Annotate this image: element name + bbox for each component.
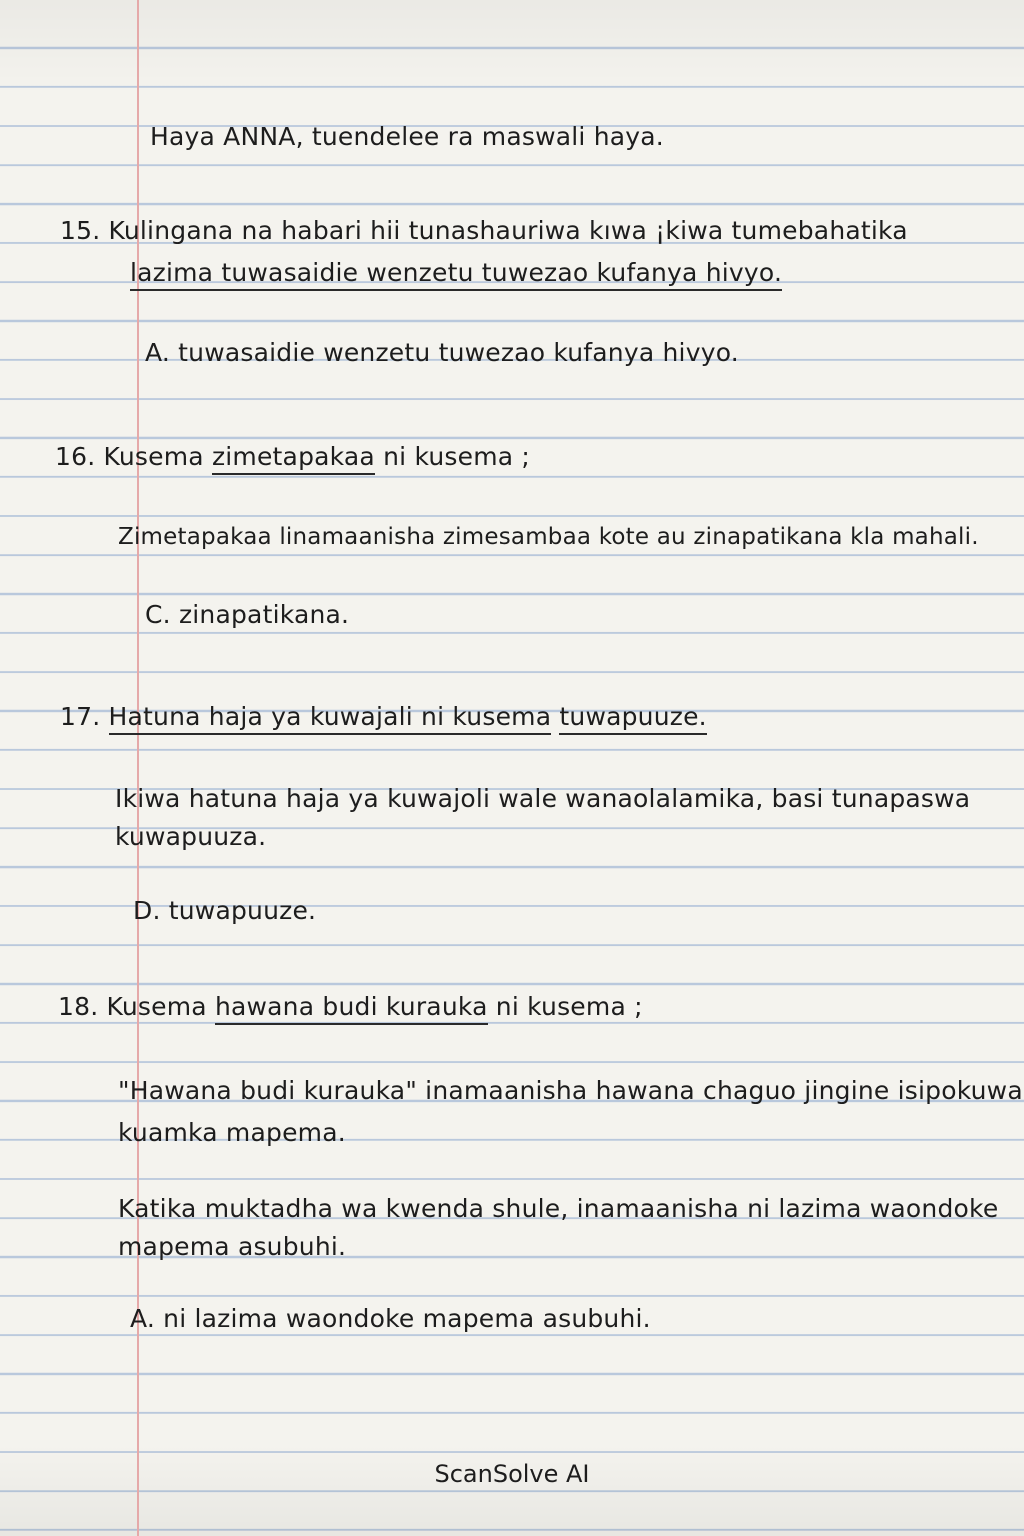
question-18-explanation2-line2: mapema asubuhi. [118,1232,347,1261]
question-16-explanation: Zimetapakaa linamaanisha zimesambaa kote au zinapatikana kla mahali. [118,524,979,550]
intro-text: Haya ANNA, tuendelee ra maswali haya. [150,122,664,151]
question-18-explanation1-line1: "Hawana budi kurauka" inamaanisha hawana chaguo jingine isipokuwa [118,1076,1023,1105]
underlined-phrase: lazima tuwasaidie wenzetu tuwezao kufanya hivyo. [130,258,782,291]
question-16-answer: C. zinapatikana. [145,600,350,629]
question-text: Kusema [106,992,207,1021]
question-16-prompt [55,442,530,472]
underlined-phrase: tuwapuuze. [559,702,706,735]
question-15-prompt [60,216,908,246]
question-number: 15. [60,216,101,245]
question-17-explanation-line1: Ikiwa hatuna haja ya kuwajoli wale wanaolalamika, basi tunapaswa [115,784,971,813]
question-18-explanation2-line1: Katika muktadha wa kwenda shule, inamaanisha ni lazima waondoke [118,1194,999,1223]
question-18-prompt [58,992,643,1022]
footer-signature: ScanSolve AI [434,1460,590,1488]
question-15-answer: A. tuwasaidie wenzetu tuwezao kufanya hivyo. [145,338,739,367]
question-17-answer: D. tuwapuuze. [133,896,317,925]
underlined-phrase: Hatuna haja ya kuwajali ni kusema [109,702,552,735]
question-number: 16. [55,442,96,471]
question-number: 17. [60,702,101,731]
question-number: 18. [58,992,99,1021]
question-18-answer: A. ni lazima waondoke mapema asubuhi. [130,1304,651,1333]
question-text: ni kusema ; [495,992,643,1021]
question-text: Kusema [103,442,204,471]
question-text: Kulingana na habari hii tunashauriwa kıwa ¡kiwa tumebahatika [108,216,908,245]
underlined-phrase: zimetapakaa [212,442,375,475]
question-15-underlined [130,258,782,288]
question-18-explanation1-line2: kuamka mapema. [118,1118,346,1147]
question-text: ni kusema ; [383,442,531,471]
question-17-prompt [60,702,707,732]
underlined-phrase: hawana budi kurauka [215,992,488,1025]
question-17-explanation-line2: kuwapuuza. [115,822,267,851]
